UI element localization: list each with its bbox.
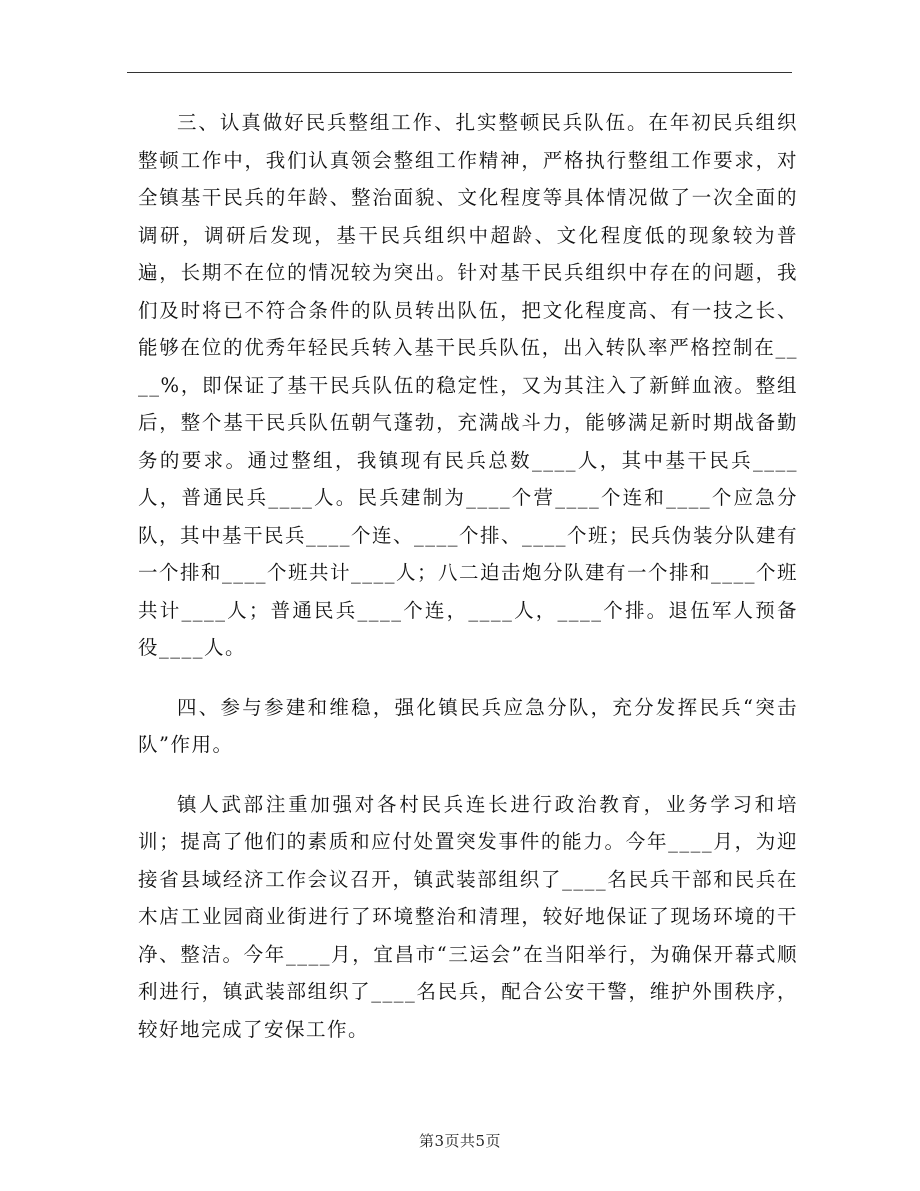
paragraph-section-four-body: 镇人武部注重加强对各村民兵连长进行政治教育，业务学习和培训；提高了他们的素质和应付处置突发事件的能力。今年____月，为迎接省县域经济工作会议召开，镇武装部组织了____名民兵干部和民兵在木店工业园商业街进行了环境整治和清理，较好地保证了现场环境的干净、整洁。今年____月，宜昌市“三运会”在当阳举行，为确保开幕式顺利进行，镇武装部组织了____名民兵，配合公安干警，维护外围秩序，较好地完成了安保工作。 (138, 792, 798, 1041)
paragraph-section-three: 三、认真做好民兵整组工作、扎实整顿民兵队伍。在年初民兵组织整顿工作中，我们认真领会整组工作精神，严格执行整组工作要求，对全镇基干民兵的年龄、整治面貌、文化程度等具体情况做了一次全面的调研，调研后发现，基干民兵组织中超龄、文化程度低的现象较为普遍，长期不在位的情况较为突出。针对基干民兵组织中存在的问题，我们及时将已不符合条件的队员转出队伍，把文化程度高、有一技之长、能够在位的优秀年轻民兵转入基干民兵队伍，出入转队率严格控制在____%，即保证了基干民兵队伍的稳定性，又为其注入了新鲜血液。整组后，整个基干民兵队伍朝气蓬勃，充满战斗力，能够满足新时期战备勤务的要求。通过整组，我镇现有民兵总数____人，其中基干民兵____人，普通民兵____人。民兵建制为____个营____个连和____个应急分队，其中基干民兵____个连、____个排、____个班；民兵伪装分队建有一个排和____个班共计____人；八二迫击炮分队建有一个排和____个班共计____人；普通民兵____个连，____人，____个排。退伍军人预备役____人。 (138, 111, 799, 659)
document-body (138, 104, 798, 1048)
paragraph-section-four-heading: 四、参与参建和维稳，强化镇民兵应急分队，充分发挥民兵“突击队”作用。 (138, 695, 798, 756)
header-rule (127, 72, 792, 73)
page-number-footer: 第3页共5页 (418, 1132, 502, 1150)
